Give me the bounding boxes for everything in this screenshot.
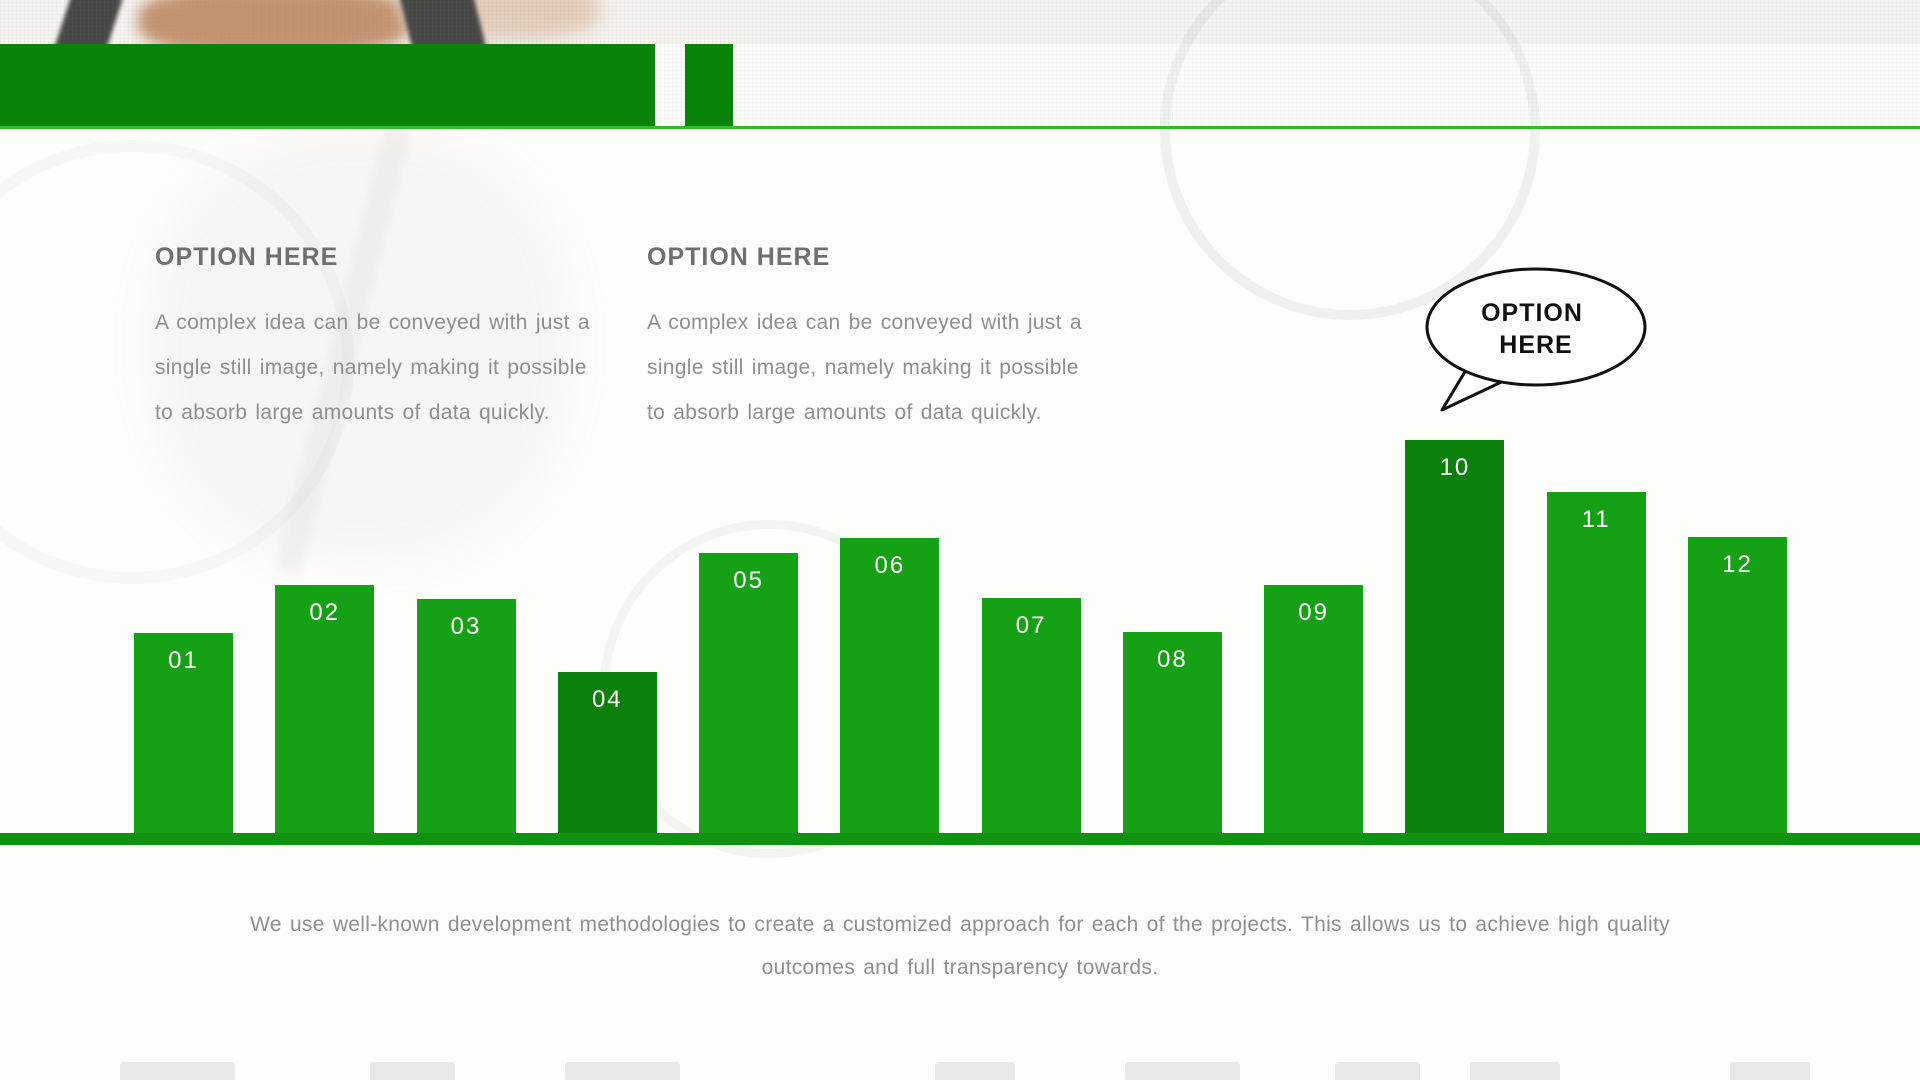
bar-label: 11	[1581, 506, 1611, 533]
bar-label: 05	[733, 567, 764, 594]
bar-label: 12	[1722, 551, 1753, 578]
footer-text	[0, 903, 1920, 989]
bar-label: 08	[1157, 646, 1188, 673]
bar-05	[699, 553, 798, 845]
bar-03	[417, 599, 516, 845]
callout-text: OPTION HERE	[1481, 299, 1583, 359]
bar-09	[1264, 585, 1363, 845]
bar-07	[982, 598, 1081, 845]
bar-label: 01	[168, 647, 199, 674]
option-heading: OPTION HERE	[155, 243, 339, 271]
bar-11	[1547, 492, 1646, 845]
bar-04	[558, 672, 657, 845]
bar-label: 06	[874, 552, 906, 579]
bar-12	[1688, 537, 1787, 845]
option-body-text: A complex idea can be conveyed with just a single still image, namely making it possible to absorb large amounts of data quickly.	[647, 311, 1082, 424]
bar-10	[1405, 440, 1504, 845]
bar-label: 03	[450, 613, 482, 640]
bar-02	[275, 585, 374, 845]
bar-label: 02	[309, 599, 341, 626]
footer-line-1: We use well-known development methodologies to create a customized approach for each of the projects. This allows us to achieve high quality	[250, 913, 1670, 936]
bar-08	[1123, 632, 1222, 845]
footer-line-2: outcomes and full transparency towards.	[761, 956, 1159, 979]
option-body-text: A complex idea can be conveyed with just a single still image, namely making it possible to absorb large amounts of data quickly.	[155, 311, 590, 424]
bar-label: 07	[1015, 612, 1047, 639]
bar-label: 09	[1298, 599, 1329, 626]
bar-label: 04	[591, 686, 623, 713]
option-heading: OPTION HERE	[647, 243, 831, 271]
chart-baseline	[0, 833, 1920, 845]
bar-06	[840, 538, 939, 845]
bar-01	[134, 633, 233, 845]
bar-label: 10	[1439, 454, 1471, 481]
